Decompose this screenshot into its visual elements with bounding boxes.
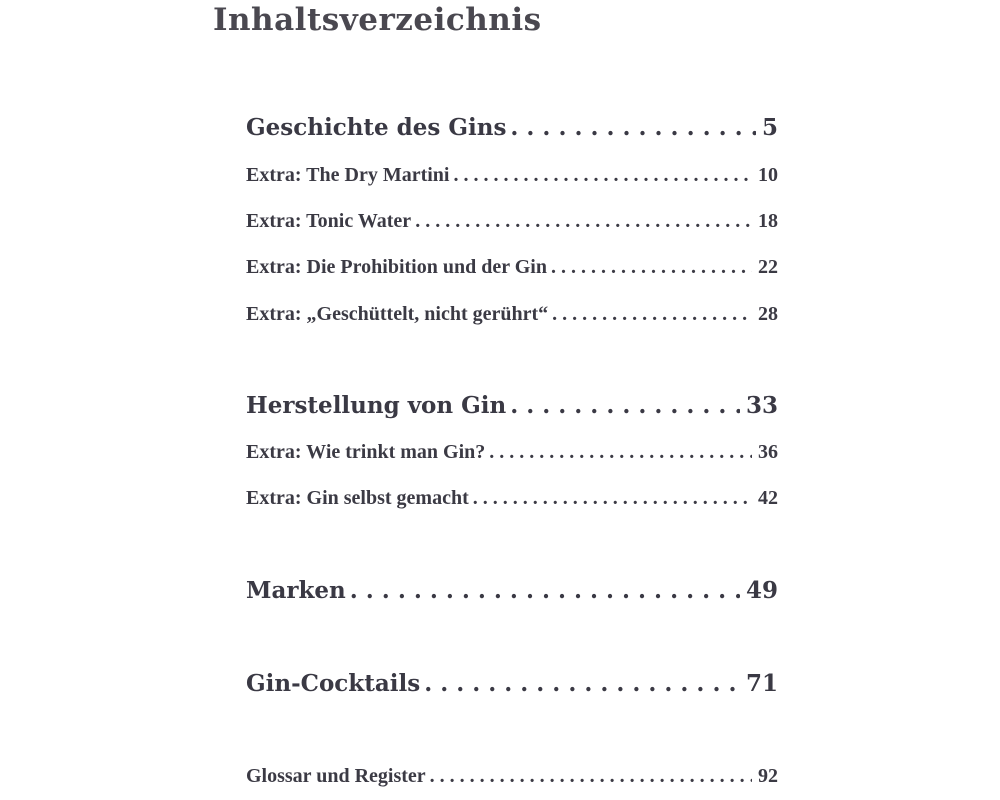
toc-label: Marken xyxy=(246,577,346,604)
dot-leader xyxy=(489,441,752,464)
toc-page-number: 5 xyxy=(761,114,778,141)
toc-label: Extra: The Dry Martini xyxy=(246,164,450,186)
toc-label: Extra: Wie trinkt man Gin? xyxy=(246,441,486,463)
dot-leader xyxy=(510,392,740,419)
toc-chapter-cocktails[interactable] xyxy=(246,670,778,697)
toc-page-number: 92 xyxy=(758,765,778,787)
toc-page-number: 42 xyxy=(758,487,778,509)
toc-extra-dry-martini[interactable] xyxy=(246,164,778,187)
toc-page-number: 33 xyxy=(745,392,778,419)
dot-leader xyxy=(454,164,753,187)
dot-leader xyxy=(424,670,740,697)
toc-chapter-geschichte[interactable] xyxy=(246,114,778,141)
toc-label: Glossar und Register xyxy=(246,765,426,787)
toc-page-number: 71 xyxy=(745,670,778,697)
toc-extra-geschuettelt[interactable] xyxy=(246,303,778,326)
dot-leader xyxy=(510,114,756,141)
toc-extra-prohibition[interactable] xyxy=(246,256,778,279)
toc-label: Extra: Gin selbst gemacht xyxy=(246,487,469,509)
toc-label: Herstellung von Gin xyxy=(246,392,507,419)
toc-page-number: 49 xyxy=(745,577,778,604)
dot-leader xyxy=(551,256,752,279)
dot-leader xyxy=(430,765,752,788)
dot-leader xyxy=(473,487,752,510)
toc-page-number: 18 xyxy=(758,210,778,232)
toc-label: Geschichte des Gins xyxy=(246,114,507,141)
page-title: Inhaltsverzeichnis xyxy=(213,2,542,38)
toc-page-number: 28 xyxy=(758,303,778,325)
toc-chapter-herstellung[interactable] xyxy=(246,392,778,419)
toc-chapter-marken[interactable] xyxy=(246,577,778,604)
toc-extra-tonic-water[interactable] xyxy=(246,210,778,233)
toc-extra-selbst-gemacht[interactable] xyxy=(246,487,778,510)
toc-label: Gin-Cocktails xyxy=(246,670,421,697)
toc-extra-wie-trinkt-man[interactable] xyxy=(246,441,778,464)
toc-page-number: 36 xyxy=(758,441,778,463)
dot-leader xyxy=(350,577,740,604)
toc-glossar-register[interactable] xyxy=(246,765,778,788)
toc-label: Extra: Die Prohibition und der Gin xyxy=(246,256,547,278)
toc-label: Extra: „Geschüttelt, nicht gerührt“ xyxy=(246,303,549,325)
toc-page-number: 10 xyxy=(758,164,778,186)
toc-label: Extra: Tonic Water xyxy=(246,210,412,232)
dot-leader xyxy=(415,210,752,233)
toc-page-number: 22 xyxy=(758,256,778,278)
dot-leader xyxy=(552,303,752,326)
